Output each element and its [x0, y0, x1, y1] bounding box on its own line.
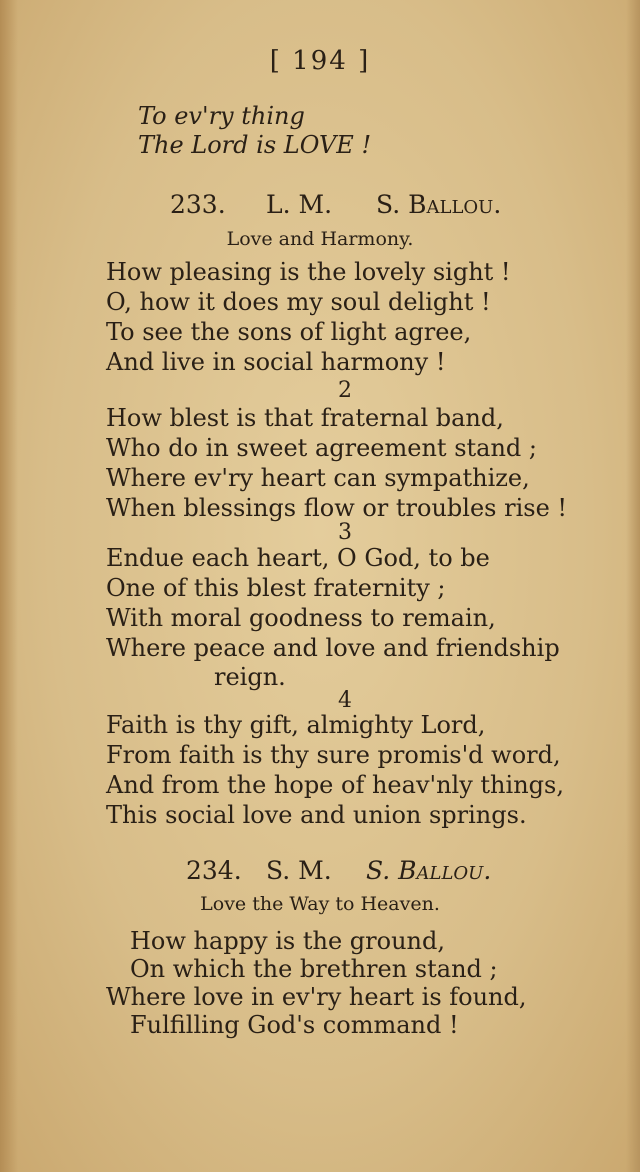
verse-line: To see the sons of light agree,: [106, 318, 472, 346]
hymn-author: S. Ballou.: [376, 190, 502, 219]
verse-line: One of this blest fraternity ;: [106, 574, 446, 602]
opening-line: To ev'ry thing: [138, 102, 305, 130]
verse-line: Fulfilling God's command !: [130, 1011, 459, 1039]
hymn-number: 233.: [170, 190, 226, 219]
hymn-title: Love the Way to Heaven.: [200, 893, 440, 915]
verse-line: How blest is that fraternal band,: [106, 404, 504, 432]
verse-line: And from the hope of heav'nly things,: [106, 771, 564, 799]
opening-line: The Lord is LOVE !: [138, 131, 372, 159]
stanza-number: 2: [338, 378, 352, 403]
stanza-number: 4: [338, 688, 352, 713]
verse-line-continuation: reign.: [214, 663, 286, 691]
verse-line: How happy is the ground,: [130, 927, 445, 955]
page-number-header: [ 194 ]: [269, 46, 371, 76]
hymn-author: S. Ballou.: [366, 856, 492, 885]
verse-line: How pleasing is the lovely sight !: [106, 258, 511, 286]
verse-line: With moral goodness to remain,: [106, 604, 496, 632]
verse-line: Where love in ev'ry heart is found,: [106, 983, 527, 1011]
hymn-title: Love and Harmony.: [226, 228, 414, 250]
verse-line: Where ev'ry heart can sympathize,: [106, 464, 530, 492]
verse-line: When blessings flow or troubles rise !: [106, 494, 568, 522]
page-edge-shadow-right: [626, 0, 640, 1172]
verse-line: This social love and union springs.: [106, 801, 527, 829]
verse-line: Endue each heart, O God, to be: [106, 544, 490, 572]
hymn-meter: S. M.: [266, 856, 332, 885]
hymn-meter: L. M.: [266, 190, 333, 219]
verse-line: On which the brethren stand ;: [130, 955, 498, 983]
verse-line: Where peace and love and friendship: [106, 634, 560, 662]
verse-line: And live in social harmony !: [106, 348, 446, 376]
page-edge-shadow-left: [0, 0, 18, 1172]
hymn-number: 234.: [186, 856, 242, 885]
verse-line: Faith is thy gift, almighty Lord,: [106, 711, 486, 739]
verse-line: Who do in sweet agreement stand ;: [106, 434, 537, 462]
verse-line: From faith is thy sure promis'd word,: [106, 741, 561, 769]
verse-line: O, how it does my soul delight !: [106, 288, 491, 316]
stanza-number: 3: [338, 520, 352, 545]
